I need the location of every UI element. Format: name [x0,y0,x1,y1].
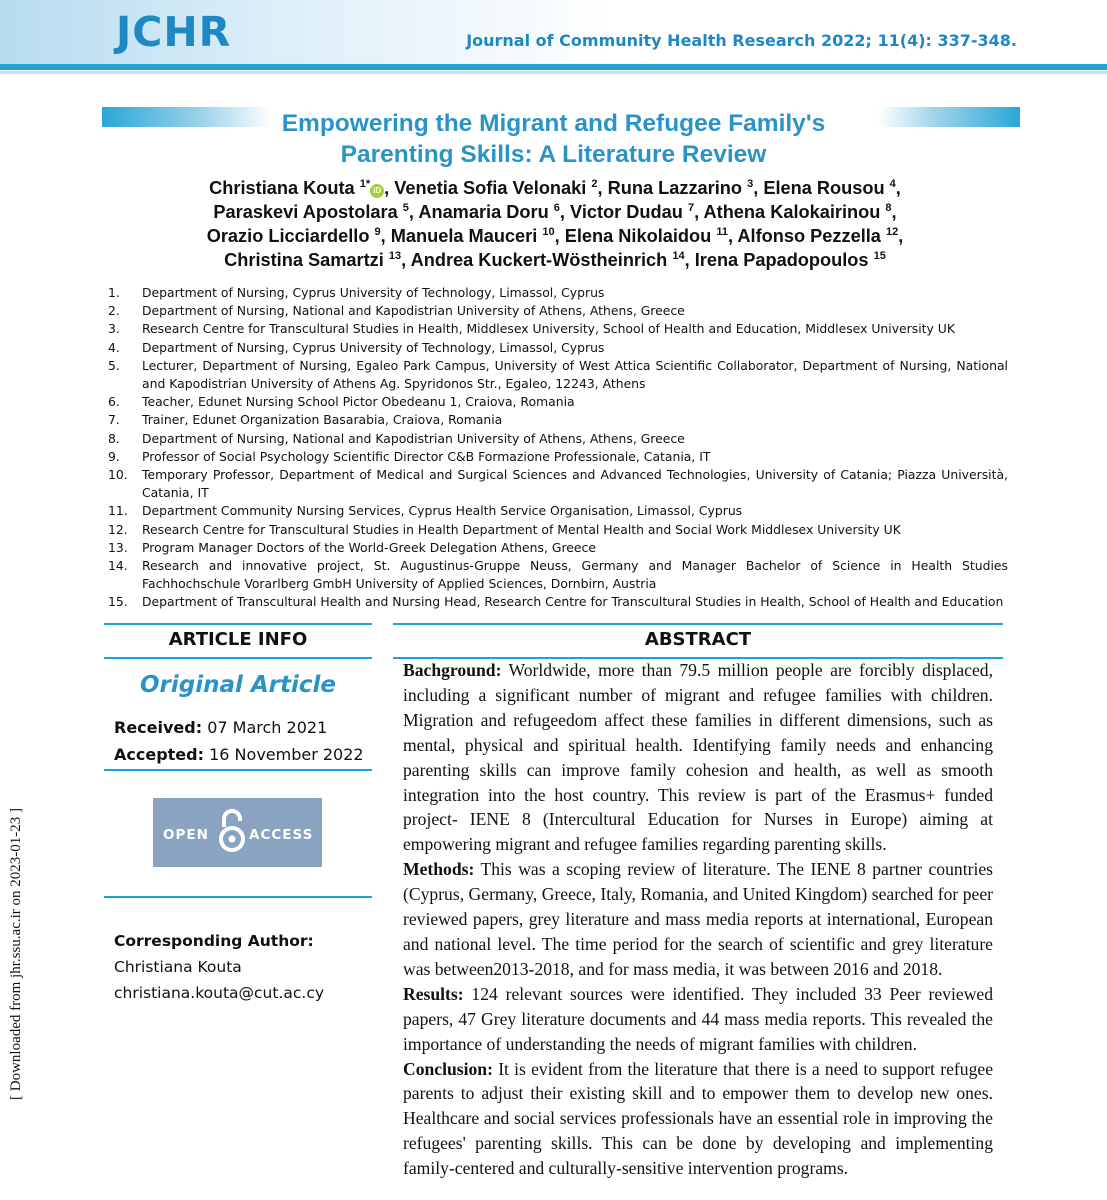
title-line-2: Parenting Skills: A Literature Review [340,141,767,168]
affiliation-text: Research and innovative project, St. Augustinus-Gruppe Neuss, Germany and Manager Bachelor of Science in Health Studies Fachhochschule Vorarlberg GmbH University of Applied Sciences, Dornbirn, Austria [142,558,1008,592]
affiliation-number: 4. [108,339,120,355]
affiliation-number: 7. [108,412,120,428]
author-name: Runa Lazzarino [607,178,743,198]
author-name: Victor Dudau [570,202,683,222]
results-text: 124 relevant sources were identified. They included 33 Peer reviewed papers, 47 Grey literature documents and 44 mass media reports. This revealed the importance of understanding the needs of migrant families with children. [403,983,994,1054]
author-name: Manuela Mauceri [390,226,538,246]
affiliation-text: Department of Nursing, National and Kapodistrian University of Athens, Athens, Greece [142,303,685,319]
abstract-results [403,982,993,1057]
affiliation-item [108,430,1008,448]
journal-citation: Journal of Community Health Research 2022; 11(4): 337-348. [466,31,1017,50]
author-affil-sup: 10 [542,225,555,238]
author-line-2: Paraskevi Apostolara $^5$, Anamaria Doru $^6$, Victor Dudau $^7$, Athena Kalokairinou $^8$, [213,201,897,222]
author-affil-sup: 2 [591,177,598,190]
author-name: Christina Samartzi [224,250,384,270]
author-affil-sup: 9 [374,225,381,238]
author-list [110,176,1000,272]
affiliation-number: 15. [108,594,128,610]
article-info-top-rule [104,623,372,625]
author-name: Elena Rousou [763,178,885,198]
author-affil-sup: 8 [885,201,892,214]
affiliation-number: 11. [108,503,128,519]
author-name: Orazio Licciardello [206,226,370,246]
open-access-right-word: ACCESS [249,827,314,843]
article-type: Original Article [139,672,337,698]
received-value: 07 March 2021 [207,718,328,737]
author-affil-sup: 1* [359,177,371,190]
article-info-heading-rule [104,657,372,659]
affiliation-text: Research Centre for Transcultural Studies in Health Department of Mental Health and Social Work Middlesex University UK [142,521,901,537]
affiliation-text: Lecturer, Department of Nursing, Egaleo Park Campus, University of West Attica Scientific Collaborator, Department of Nursing, National and Kapodistrian University of Athens Ag. Spyridonos Str., Egaleo, 12243, Athens [142,357,1008,392]
affiliation-number: 8. [108,430,120,446]
conclusion-text: It is evident from the literature that there is a need to support refugee parents to adjust their existing skill and to empower them to develop new ones. Healthcare and social services professionals have an essential role in improving the refugees' parenting skills. This can be done by developing and implementing family-centered and culturally-sensitive intervention programs. [403,1058,994,1179]
header-divider-light [0,71,1107,74]
affiliation-text: Program Manager Doctors of the World-Greek Delegation Athens, Greece [142,539,596,555]
corresponding-author [114,928,324,1006]
affiliation-item [108,320,1008,338]
affiliation-item [108,284,1008,302]
accepted-date [114,745,364,764]
badge-rule [104,896,372,898]
author-name: Christiana Kouta [209,178,355,198]
results-label: Results: [403,983,464,1004]
received-date [114,718,327,737]
open-access-badge[interactable] [153,798,322,867]
affiliation-number: 1. [108,285,120,300]
affiliation-item [108,302,1008,320]
dates-rule [104,769,372,771]
abstract-heading: ABSTRACT [644,629,752,650]
affiliation-text: Professor of Social Psychology Scientific Director C&B Formazione Professionale, Catania, IT [142,448,711,464]
abstract-background [403,658,993,857]
affiliation-text: Department of Nursing, National and Kapodistrian University of Athens, Athens, Greece [142,430,685,446]
accepted-label: Accepted: [114,745,205,764]
affiliation-item [108,339,1008,357]
open-access-left-word: OPEN [163,827,209,843]
affiliation-item [108,593,1008,611]
author-name: Elena Nikolaidou [564,226,712,246]
download-watermark [8,770,30,1100]
author-name: Athena Kalokairinou [703,202,881,222]
article-info-heading: ARTICLE INFO [168,629,308,650]
affiliation-text: Department of Transcultural Health and Nursing Head, Research Centre for Transcultural Studies in Health, School of Health and Education [142,594,1004,610]
author-line-1: Christiana Kouta $^{1*}$iD , Venetia Sofia Velonaki $^2$, Runa Lazzarino $^3$, Elena Rousou $^4$, [209,177,901,198]
author-name: Irena Papadopoulos [694,250,869,270]
corresponding-author-label: Corresponding Author: [114,932,314,950]
affiliation-item [108,539,1008,557]
conclusion-label: Conclusion: [403,1058,493,1079]
affiliation-item [108,521,1008,539]
open-access-lock-icon [217,807,247,855]
author-affil-sup: 14 [672,249,685,262]
corresponding-author-email[interactable]: christiana.kouta@cut.ac.cy [114,984,325,1002]
affiliation-number: 3. [108,321,120,337]
author-affil-sup: 3 [747,177,754,190]
author-affil-sup: 13 [388,249,402,262]
author-name: Paraskevi Apostolara [213,202,398,222]
corresponding-author-name: Christiana Kouta [114,958,242,976]
download-watermark-text: [ Downloaded from jhr.ssu.ac.ir on 2023-01-23 ] [8,807,24,1100]
affiliation-item [108,502,1008,520]
affiliation-text: Trainer, Edunet Organization Basarabia, Craiova, Romania [142,412,503,428]
affiliation-text: Research Centre for Transcultural Studies in Health, Middlesex University, School of Health and Education, Middlesex University UK [142,321,955,337]
affiliation-text: Department of Nursing, Cyprus University of Technology, Limassol, Cyprus [142,339,605,355]
affiliation-text: Department Community Nursing Services, Cyprus Health Service Organisation, Limassol, Cyprus [142,503,743,519]
background-text: Worldwide, more than 79.5 million people are forcibly displaced, including a significant number of migrant and refugee families with children. Migration and refugeedom affect these families in different dimensions, such as mental, physical and spiritual health. Identifying family needs and enhancing parenting skills can improve family cohesion and health, as well as smooth integration into the host country. This review is part of the Erasmus+ funded project- IENE 8 (Intercultural Education for Nurses in Europe) aiming at empowering migrant and refugee families regarding parenting skills. [403,660,993,855]
accepted-value: 16 November 2022 [209,745,364,764]
methods-label: Methods: [403,859,475,880]
affiliation-number: 2. [108,303,120,319]
abstract-top-rule [393,623,1003,625]
affiliation-item [108,466,1008,502]
affiliation-number: 5. [108,357,120,373]
author-name: Venetia Sofia Velonaki [394,178,587,198]
header-divider [0,64,1107,70]
author-affil-sup: 4 [889,177,896,190]
author-affil-sup: 7 [687,201,695,214]
author-affil-sup: 5 [402,201,409,214]
affiliation-item [108,393,1008,411]
abstract-body [403,658,993,1181]
author-name: Alfonso Pezzella [737,226,881,246]
affiliation-text: Teacher, Edunet Nursing School Pictor Obedeanu 1, Craiova, Romania [142,394,575,410]
author-affil-sup: 11 [716,225,728,238]
received-label: Received: [114,718,203,737]
author-name: Andrea Kuckert-Wöstheinrich [410,250,668,270]
background-label: Bachground: [403,660,502,680]
article-title [200,108,907,170]
affiliation-item [108,411,1008,429]
author-line-4: Christina Samartzi $^{13}$, Andrea Kuckert-Wöstheinrich $^{14}$, Irena Papadopoulos $^{15}$ [224,249,886,270]
affiliation-number: 13. [108,539,128,555]
affiliation-number: 9. [108,448,120,464]
author-name: Anamaria Doru [418,202,549,222]
affiliation-item [108,357,1008,393]
author-affil-sup: 6 [553,201,560,214]
journal-logo: JCHR [116,8,232,56]
methods-text: This was a scoping review of literature. The IENE 8 partner countries (Cyprus, Germany, Greece, Italy, Romania, and United Kingdom) searched for peer reviewed papers, grey literature and mass media reports at international, European and national level. The time period for the search of scientific and grey literature was between2013-2018, and for mass media, it was between 2016 and 2018. [403,859,993,979]
affiliation-text: Temporary Professor, Department of Medical and Surgical Sciences and Advanced Technologies, University of Catania; Piazza Università, Catania, IT [142,467,1008,501]
affiliation-number: 10. [108,467,128,483]
affiliation-text: Department of Nursing, Cyprus University of Technology, Limassol, Cyprus [142,285,605,300]
abstract-conclusion [403,1057,993,1182]
author-line-3: Orazio Licciardello $^9$, Manuela Mauceri $^{10}$, Elena Nikolaidou $^{11}$, Alfonso Pezzella $^{12}$, [206,225,904,246]
orcid-icon[interactable]: iD [370,184,384,198]
affiliation-number: 6. [108,394,120,410]
author-affil-sup: 12 [885,225,899,238]
abstract-methods [403,857,993,982]
affiliation-number: 12. [108,521,128,537]
affiliation-number: 14. [108,558,128,574]
author-affil-sup: 15 [873,249,886,262]
affiliation-item [108,557,1008,593]
title-line-1: Empowering the Migrant and Refugee Family's [281,110,826,137]
affiliation-item [108,448,1008,466]
affiliation-list [108,284,1008,612]
